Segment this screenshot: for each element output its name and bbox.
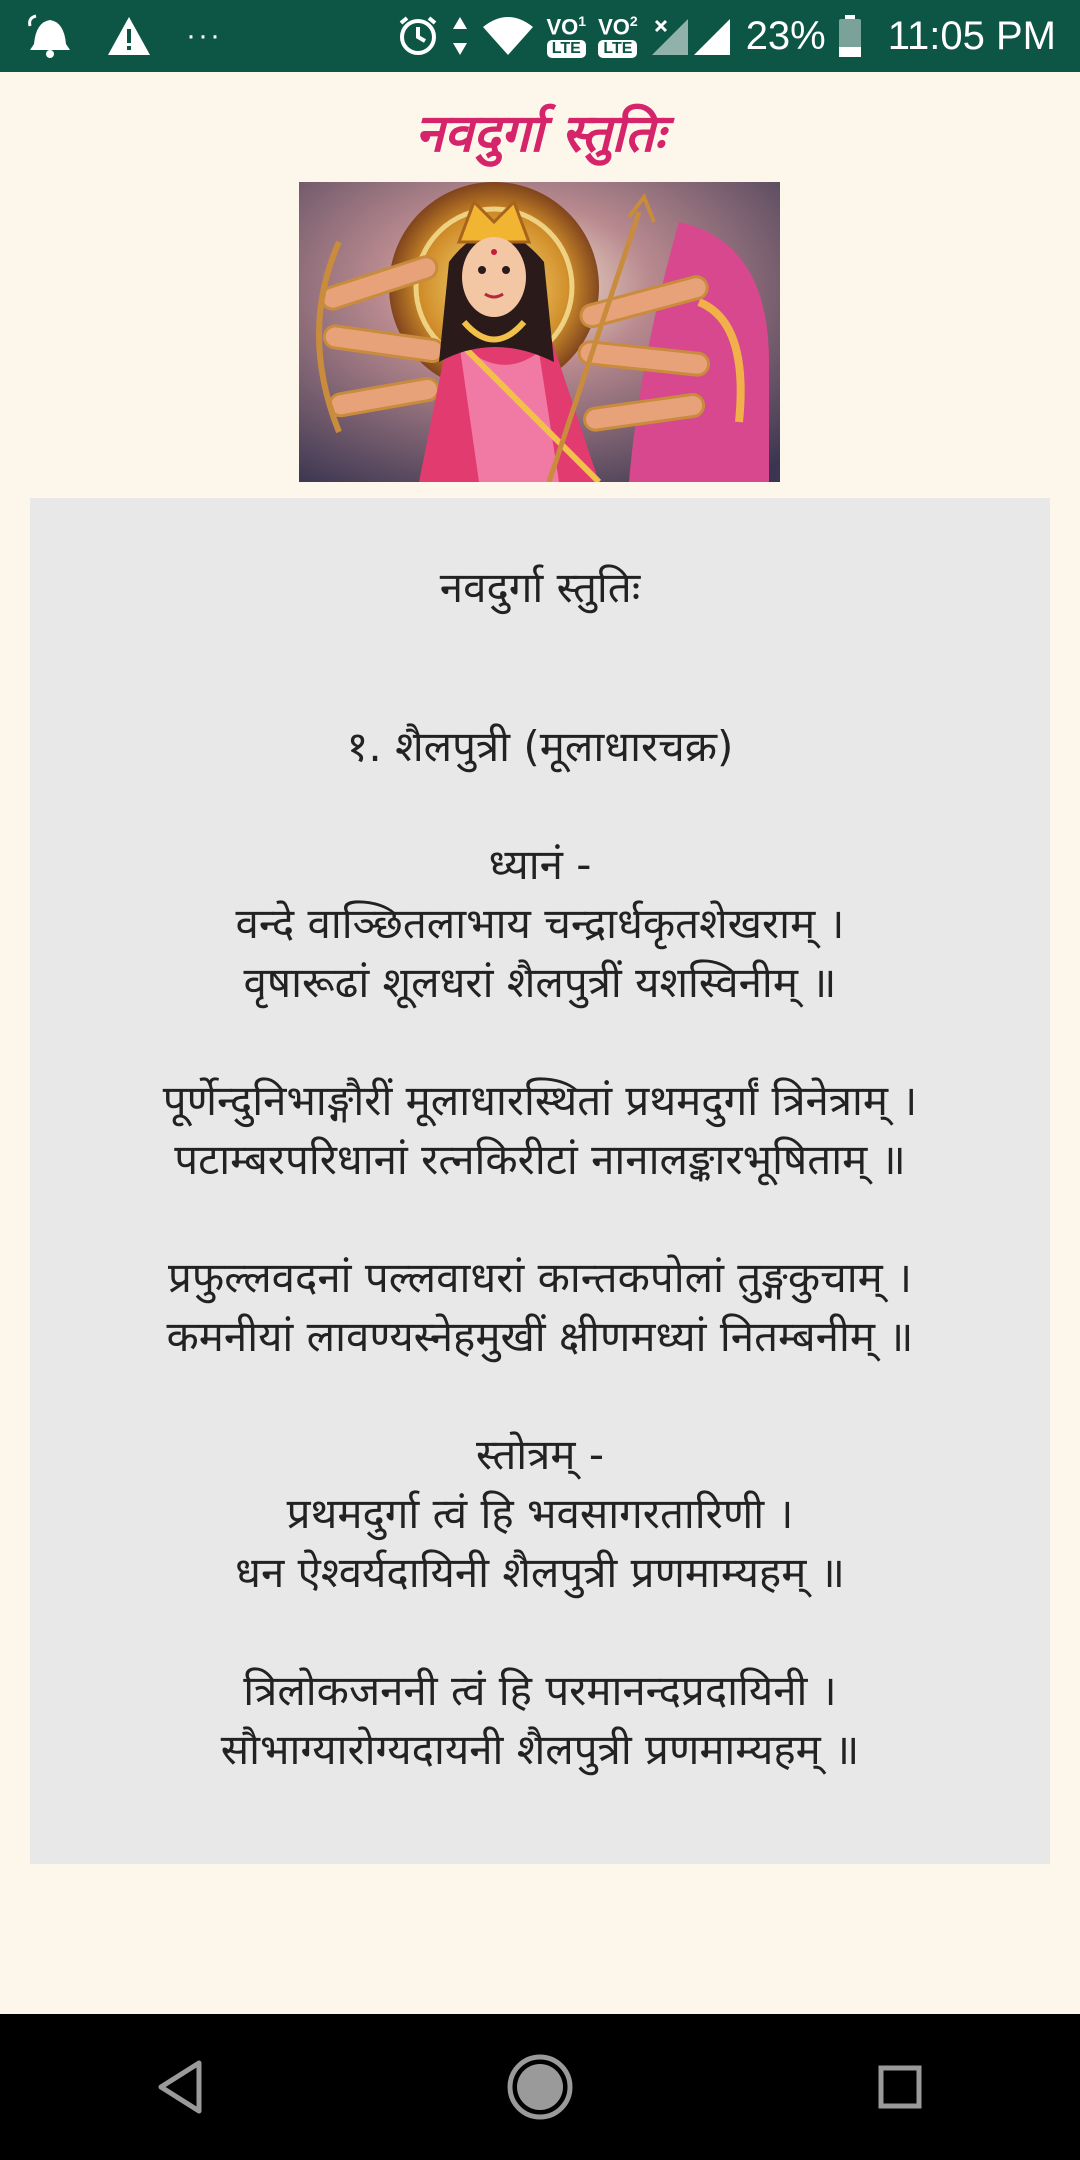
verse-line: प्रथमदुर्गा त्वं हि भवसागरतारिणी । — [286, 1489, 794, 1538]
back-button[interactable] — [120, 2027, 240, 2147]
sim2-volte-badge: $VO^2$ LTE — [598, 12, 638, 58]
navigation-bar — [0, 2014, 1080, 2160]
wifi-icon — [481, 15, 535, 57]
stuti-text — [30, 558, 1050, 1779]
verse-line: सौभाग्यारोग्यदायनी शैलपुत्री प्रणमाम्यहम् ॥ — [220, 1725, 860, 1774]
overflow-indicator: ··· — [186, 19, 222, 52]
content-heading: नवदुर्गा स्तुतिः — [439, 563, 641, 612]
home-icon — [505, 2052, 575, 2122]
verse-line: त्रिलोकजननी त्वं हि परमानन्दप्रदायिनी । — [243, 1666, 837, 1715]
verse-line: धन ऐश्वर्यदायिनी शैलपुत्री प्रणमाम्यहम् ॥ — [235, 1548, 845, 1597]
verse-line: वृषारूढां शूलधरां शैलपुत्रीं यशस्विनीम् ॥ — [243, 958, 837, 1007]
notification-bell-icon — [26, 14, 72, 58]
verse-line: पटाम्बरपरिधानां रत्नकिरीटां नानालङ्कारभूषिताम् ॥ — [174, 1135, 906, 1184]
section-title: १. शैलपुत्री (मूलाधारचक्र) — [346, 722, 734, 771]
battery-percent: 23% — [745, 13, 826, 58]
stotram-label: स्तोत्रम् - — [476, 1430, 604, 1479]
verse-line: वन्दे वाञ्छितलाभाय चन्द्रार्धकृतशेखराम् । — [235, 899, 845, 948]
signal-icon — [650, 15, 734, 57]
recents-icon — [875, 2062, 925, 2112]
dhyanam-label: ध्यानं - — [488, 840, 592, 889]
page-title: नवदुर्गा स्तुतिः — [415, 104, 665, 164]
durga-image — [299, 182, 780, 482]
battery-icon — [838, 14, 862, 58]
alarm-icon — [397, 15, 439, 57]
home-button[interactable] — [480, 2027, 600, 2147]
back-icon — [155, 2059, 205, 2115]
clock: 11:05 PM — [887, 13, 1056, 58]
verse-line: पूर्णेन्दुनिभाङ्गौरीं मूलाधारस्थितां प्रथमदुर्गां त्रिनेत्राम् । — [162, 1076, 918, 1125]
stuti-content-box — [30, 498, 1050, 1864]
status-bar — [0, 0, 1080, 72]
data-arrows-icon — [451, 15, 469, 57]
verse-line: प्रफुल्लवदनां पल्लवाधरां कान्तकपोलां तुङ्गकुचाम् । — [167, 1253, 913, 1302]
verse-line: कमनीयां लावण्यस्नेहमुखीं क्षीणमध्यां नितम्बनीम् ॥ — [166, 1312, 914, 1361]
alert-icon — [106, 15, 152, 57]
recents-button[interactable] — [840, 2027, 960, 2147]
sim1-volte-badge: $VO^1$ LTE — [546, 12, 587, 58]
